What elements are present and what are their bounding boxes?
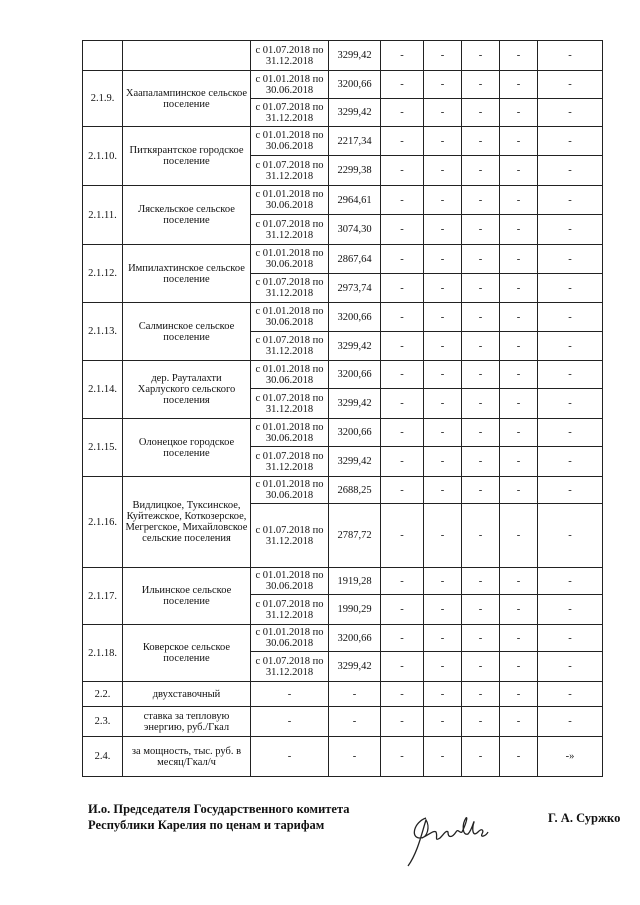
item-number-cell: 2.1.16. [83,477,123,568]
empty-value-cell: - [381,274,424,303]
empty-value-cell: - [424,186,462,215]
tariff-value-cell: 3299,42 [329,447,381,477]
period-cell: с 01.01.2018 по 30.06.2018 [251,568,329,595]
empty-value-cell: - [462,652,500,682]
tariff-value-cell: 3299,42 [329,332,381,361]
period-cell: с 01.07.2018 по 31.12.2018 [251,389,329,419]
handwritten-signature [396,808,506,872]
empty-value-cell: - [500,419,538,447]
empty-value-cell: - [500,215,538,245]
empty-value-cell: - [381,71,424,99]
period-cell: - [251,707,329,737]
signatory-title [88,801,350,833]
period-cell: с 01.01.2018 по 30.06.2018 [251,245,329,274]
empty-value-cell: - [424,361,462,389]
table-row [83,245,603,274]
tariff-value-cell: 2867,64 [329,245,381,274]
tariff-value-cell: - [329,737,381,777]
tariff-value-cell: 2299,38 [329,156,381,186]
empty-value-cell: - [424,682,462,707]
empty-value-cell: - [500,625,538,652]
empty-value-cell: - [381,41,424,71]
period-cell: с 01.01.2018 по 30.06.2018 [251,477,329,504]
period-cell: с 01.07.2018 по 31.12.2018 [251,332,329,361]
empty-value-cell: - [500,737,538,777]
empty-value-cell: - [462,127,500,156]
empty-value-cell: - [500,568,538,595]
period-cell: - [251,682,329,707]
period-cell: с 01.01.2018 по 30.06.2018 [251,186,329,215]
empty-value-cell: - [424,625,462,652]
empty-value-cell: -» [538,737,603,777]
empty-value-cell: - [538,504,603,568]
empty-value-cell: - [462,389,500,419]
empty-value-cell: - [381,332,424,361]
empty-value-cell: - [381,682,424,707]
empty-value-cell: - [500,186,538,215]
item-number-cell: 2.1.14. [83,361,123,419]
empty-value-cell: - [538,419,603,447]
settlement-name-cell: Питкярантское городское поселение [123,127,251,186]
signer-name: Г. А. Суржко [548,811,621,825]
item-number-cell: 2.4. [83,737,123,777]
settlement-name-cell: Видлицкое, Туксинское, Куйтежское, Коткозерское, Мегрегское, Михайловское сельские поселения [123,477,251,568]
settlement-name-cell: Коверское сельское поселение [123,625,251,682]
item-number-cell: 2.1.13. [83,303,123,361]
empty-value-cell: - [381,568,424,595]
empty-value-cell: - [381,477,424,504]
tariff-value-cell: 3074,30 [329,215,381,245]
table-row [83,41,603,71]
tariff-value-cell: 3200,66 [329,419,381,447]
period-cell: с 01.01.2018 по 30.06.2018 [251,625,329,652]
tariff-value-cell: 3200,66 [329,361,381,389]
empty-value-cell: - [500,504,538,568]
table-row [83,568,603,595]
empty-value-cell: - [500,127,538,156]
empty-value-cell: - [538,71,603,99]
item-number-cell: 2.1.12. [83,245,123,303]
empty-value-cell: - [462,707,500,737]
empty-value-cell: - [424,737,462,777]
tariff-table [82,40,603,777]
item-number-cell: 2.1.17. [83,568,123,625]
table-row [83,737,603,777]
empty-value-cell: - [424,447,462,477]
empty-value-cell: - [538,127,603,156]
empty-value-cell: - [462,215,500,245]
tariff-value-cell: 3200,66 [329,625,381,652]
empty-value-cell: - [538,595,603,625]
item-number-cell [83,41,123,71]
settlement-name-cell: Олонецкое городское поселение [123,419,251,477]
empty-value-cell: - [381,625,424,652]
empty-value-cell: - [500,595,538,625]
item-number-cell: 2.1.15. [83,419,123,477]
empty-value-cell: - [462,303,500,332]
settlement-name-cell: ставка за тепловую энергию, руб./Гкал [123,707,251,737]
empty-value-cell: - [462,71,500,99]
table-row [83,477,603,504]
empty-value-cell: - [424,595,462,625]
period-cell: с 01.07.2018 по 31.12.2018 [251,99,329,127]
empty-value-cell: - [381,447,424,477]
item-number-cell: 2.1.9. [83,71,123,127]
period-cell: с 01.07.2018 по 31.12.2018 [251,41,329,71]
period-cell: с 01.07.2018 по 31.12.2018 [251,274,329,303]
empty-value-cell: - [538,274,603,303]
empty-value-cell: - [424,127,462,156]
empty-value-cell: - [538,652,603,682]
empty-value-cell: - [462,186,500,215]
empty-value-cell: - [500,361,538,389]
empty-value-cell: - [424,303,462,332]
settlement-name-cell: Импилахтинское сельское поселение [123,245,251,303]
empty-value-cell: - [462,361,500,389]
table-row [83,625,603,652]
empty-value-cell: - [381,156,424,186]
empty-value-cell: - [500,332,538,361]
empty-value-cell: - [538,625,603,652]
empty-value-cell: - [538,447,603,477]
empty-value-cell: - [462,477,500,504]
empty-value-cell: - [381,504,424,568]
empty-value-cell: - [538,568,603,595]
empty-value-cell: - [424,419,462,447]
item-number-cell: 2.1.10. [83,127,123,186]
signatory-title-line-2: Республики Карелия по ценам и тарифам [88,818,325,832]
empty-value-cell: - [424,707,462,737]
empty-value-cell: - [462,625,500,652]
empty-value-cell: - [500,447,538,477]
period-cell: с 01.01.2018 по 30.06.2018 [251,71,329,99]
empty-value-cell: - [538,389,603,419]
empty-value-cell: - [381,186,424,215]
empty-value-cell: - [424,99,462,127]
empty-value-cell: - [462,595,500,625]
tariff-value-cell: 2217,34 [329,127,381,156]
empty-value-cell: - [381,737,424,777]
empty-value-cell: - [462,99,500,127]
table-row [83,71,603,99]
empty-value-cell: - [381,303,424,332]
empty-value-cell: - [381,361,424,389]
empty-value-cell: - [538,41,603,71]
period-cell: с 01.07.2018 по 31.12.2018 [251,447,329,477]
empty-value-cell: - [538,245,603,274]
empty-value-cell: - [424,332,462,361]
settlement-name-cell [123,41,251,71]
empty-value-cell: - [462,274,500,303]
table-row [83,361,603,389]
empty-value-cell: - [424,389,462,419]
settlement-name-cell: за мощность, тыс. руб. в месяц/Гкал/ч [123,737,251,777]
table-row [83,303,603,332]
settlement-name-cell: Салминское сельское поселение [123,303,251,361]
settlement-name-cell: дер. Рауталахти Харлуского сельского поселения [123,361,251,419]
empty-value-cell: - [500,389,538,419]
table-row [83,707,603,737]
period-cell: с 01.07.2018 по 31.12.2018 [251,504,329,568]
empty-value-cell: - [500,245,538,274]
empty-value-cell: - [538,156,603,186]
empty-value-cell: - [462,419,500,447]
period-cell: с 01.01.2018 по 30.06.2018 [251,127,329,156]
empty-value-cell: - [462,568,500,595]
item-number-cell: 2.1.11. [83,186,123,245]
empty-value-cell: - [424,215,462,245]
table-row [83,127,603,156]
empty-value-cell: - [538,332,603,361]
empty-value-cell: - [381,707,424,737]
signatory-title-line-1: И.о. Председателя Государственного комитета [88,802,350,816]
empty-value-cell: - [381,215,424,245]
tariff-value-cell: 1919,28 [329,568,381,595]
table-row [83,419,603,447]
empty-value-cell: - [538,303,603,332]
empty-value-cell: - [381,245,424,274]
empty-value-cell: - [538,682,603,707]
period-cell: с 01.01.2018 по 30.06.2018 [251,303,329,332]
empty-value-cell: - [424,504,462,568]
item-number-cell: 2.3. [83,707,123,737]
empty-value-cell: - [424,477,462,504]
empty-value-cell: - [500,652,538,682]
tariff-value-cell: 2964,61 [329,186,381,215]
empty-value-cell: - [500,99,538,127]
empty-value-cell: - [462,156,500,186]
empty-value-cell: - [462,682,500,707]
empty-value-cell: - [500,303,538,332]
empty-value-cell: - [500,71,538,99]
empty-value-cell: - [538,477,603,504]
empty-value-cell: - [424,41,462,71]
tariff-value-cell: 3200,66 [329,303,381,332]
empty-value-cell: - [424,274,462,303]
empty-value-cell: - [462,447,500,477]
tariff-value-cell: 3299,42 [329,41,381,71]
empty-value-cell: - [538,186,603,215]
empty-value-cell: - [462,737,500,777]
empty-value-cell: - [500,156,538,186]
period-cell: с 01.01.2018 по 30.06.2018 [251,361,329,389]
tariff-value-cell: 3299,42 [329,652,381,682]
period-cell: с 01.07.2018 по 31.12.2018 [251,156,329,186]
tariff-value-cell: - [329,707,381,737]
empty-value-cell: - [538,707,603,737]
empty-value-cell: - [500,477,538,504]
empty-value-cell: - [500,274,538,303]
empty-value-cell: - [424,71,462,99]
period-cell: с 01.07.2018 по 31.12.2018 [251,215,329,245]
item-number-cell: 2.1.18. [83,625,123,682]
empty-value-cell: - [538,361,603,389]
empty-value-cell: - [424,568,462,595]
tariff-value-cell: 3299,42 [329,389,381,419]
empty-value-cell: - [462,504,500,568]
item-number-cell: 2.2. [83,682,123,707]
tariff-value-cell: 3299,42 [329,99,381,127]
tariff-value-cell: - [329,682,381,707]
empty-value-cell: - [381,419,424,447]
empty-value-cell: - [381,99,424,127]
empty-value-cell: - [462,41,500,71]
period-cell: - [251,737,329,777]
empty-value-cell: - [381,652,424,682]
tariff-table-body [83,41,603,777]
empty-value-cell: - [462,332,500,361]
empty-value-cell: - [462,245,500,274]
empty-value-cell: - [500,707,538,737]
tariff-value-cell: 3200,66 [329,71,381,99]
empty-value-cell: - [381,389,424,419]
empty-value-cell: - [381,127,424,156]
table-row [83,186,603,215]
empty-value-cell: - [538,215,603,245]
empty-value-cell: - [381,595,424,625]
settlement-name-cell: Ильинское сельское поселение [123,568,251,625]
empty-value-cell: - [538,99,603,127]
empty-value-cell: - [424,245,462,274]
empty-value-cell: - [500,41,538,71]
period-cell: с 01.07.2018 по 31.12.2018 [251,652,329,682]
table-row [83,682,603,707]
tariff-value-cell: 2973,74 [329,274,381,303]
settlement-name-cell: Ляскельское сельское поселение [123,186,251,245]
period-cell: с 01.01.2018 по 30.06.2018 [251,419,329,447]
tariff-value-cell: 1990,29 [329,595,381,625]
settlement-name-cell: Хаапалампинское сельское поселение [123,71,251,127]
empty-value-cell: - [500,682,538,707]
tariff-value-cell: 2688,25 [329,477,381,504]
settlement-name-cell: двухставочный [123,682,251,707]
empty-value-cell: - [424,156,462,186]
empty-value-cell: - [424,652,462,682]
tariff-value-cell: 2787,72 [329,504,381,568]
period-cell: с 01.07.2018 по 31.12.2018 [251,595,329,625]
